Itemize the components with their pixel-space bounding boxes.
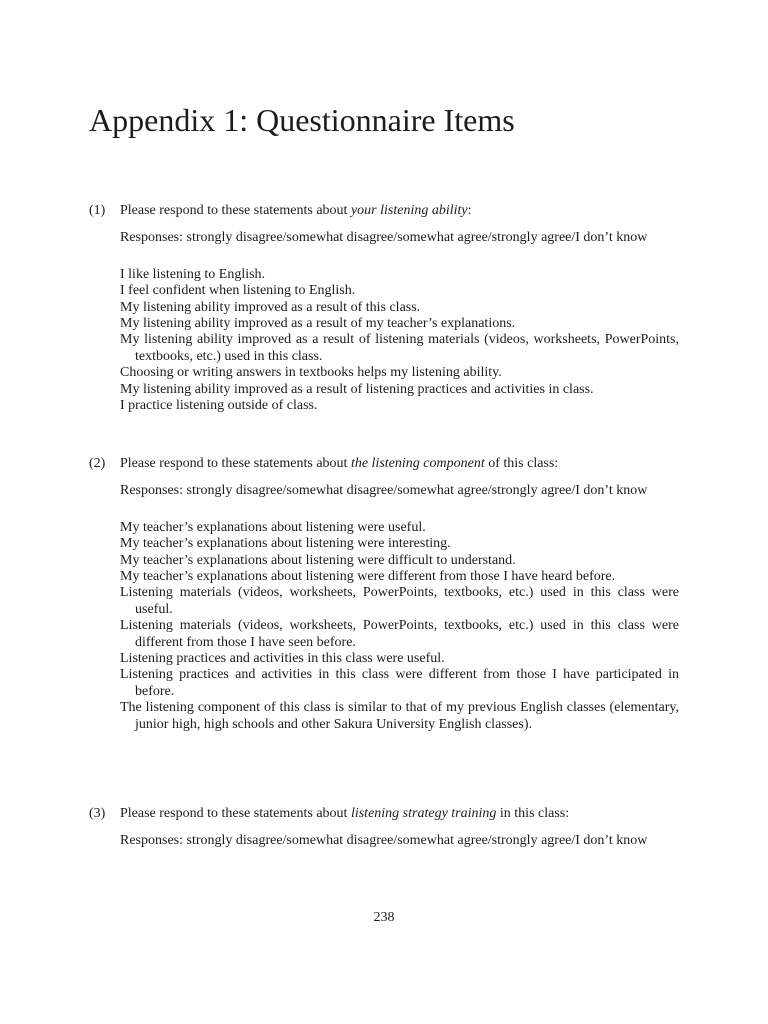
section-intro — [89, 806, 679, 822]
statement-list — [120, 267, 679, 415]
questionnaire-section-1 — [89, 203, 679, 414]
statement-item: Listening materials (videos, worksheets, PowerPoints, textbooks, etc.) used in this class were different from those I have seen before. — [120, 618, 679, 650]
statement-item: My teacher’s explanations about listening were interesting. — [120, 536, 451, 552]
response-options: Responses: strongly disagree/somewhat disagree/somewhat agree/strongly agree/I don’t know — [120, 483, 648, 499]
section-prompt: Please respond to these statements about your listening ability: — [120, 203, 472, 218]
statement-item: My teacher’s explanations about listening were difficult to understand. — [120, 552, 516, 568]
section-number: (2) — [89, 456, 106, 471]
statement-item: My teacher’s explanations about listening were different from those I have heard before. — [120, 569, 616, 585]
statement-item: My listening ability improved as a result of listening materials (videos, worksheets, PowerPoints, textbooks, etc.) used in this class. — [120, 332, 679, 364]
prompt-emphasis: the listening component — [350, 456, 485, 471]
statement-item: My teacher’s explanations about listening were useful. — [120, 519, 426, 535]
section-number: (3) — [89, 806, 106, 821]
page-number: 238 — [373, 910, 395, 925]
statement-item: Choosing or writing answers in textbooks helps my listening ability. — [120, 365, 502, 381]
prompt-emphasis: listening strategy training — [350, 806, 497, 821]
statement-item: Listening materials (videos, worksheets, PowerPoints, textbooks, etc.) used in this class were useful. — [120, 585, 679, 617]
section-prompt: Please respond to these statements about listening strategy training in this class: — [120, 806, 570, 821]
prompt-emphasis: your listening ability — [350, 203, 468, 218]
questionnaire-section-3 — [89, 806, 679, 850]
statement-item: The listening component of this class is similar to that of my previous English classes (elementary, junior high, high schools and other Sakura University English classes). — [120, 700, 679, 732]
statement-item: My listening ability improved as a result of this class. — [120, 299, 421, 315]
section-number: (1) — [89, 203, 106, 218]
section-prompt: Please respond to these statements about the listening component of this class: — [120, 456, 559, 471]
statement-item: Listening practices and activities in this class were useful. — [120, 651, 445, 667]
statement-item: My listening ability improved as a result of listening practices and activities in class. — [120, 381, 594, 397]
statement-item: I practice listening outside of class. — [120, 398, 318, 414]
statement-item: Listening practices and activities in this class were different from those I have participated in before. — [120, 667, 679, 699]
statement-item: My listening ability improved as a result of my teacher’s explanations. — [120, 316, 516, 332]
response-options: Responses: strongly disagree/somewhat disagree/somewhat agree/strongly agree/I don’t know — [120, 833, 648, 849]
page-title: Appendix 1: Questionnaire Items — [89, 102, 515, 138]
response-options: Responses: strongly disagree/somewhat disagree/somewhat agree/strongly agree/I don’t know — [120, 230, 648, 246]
questionnaire-section-2 — [89, 456, 679, 733]
section-intro — [89, 456, 679, 472]
statement-item: I feel confident when listening to English. — [120, 283, 356, 299]
statement-item: I like listening to English. — [120, 266, 266, 282]
section-intro — [89, 203, 679, 219]
statement-list — [120, 520, 679, 733]
